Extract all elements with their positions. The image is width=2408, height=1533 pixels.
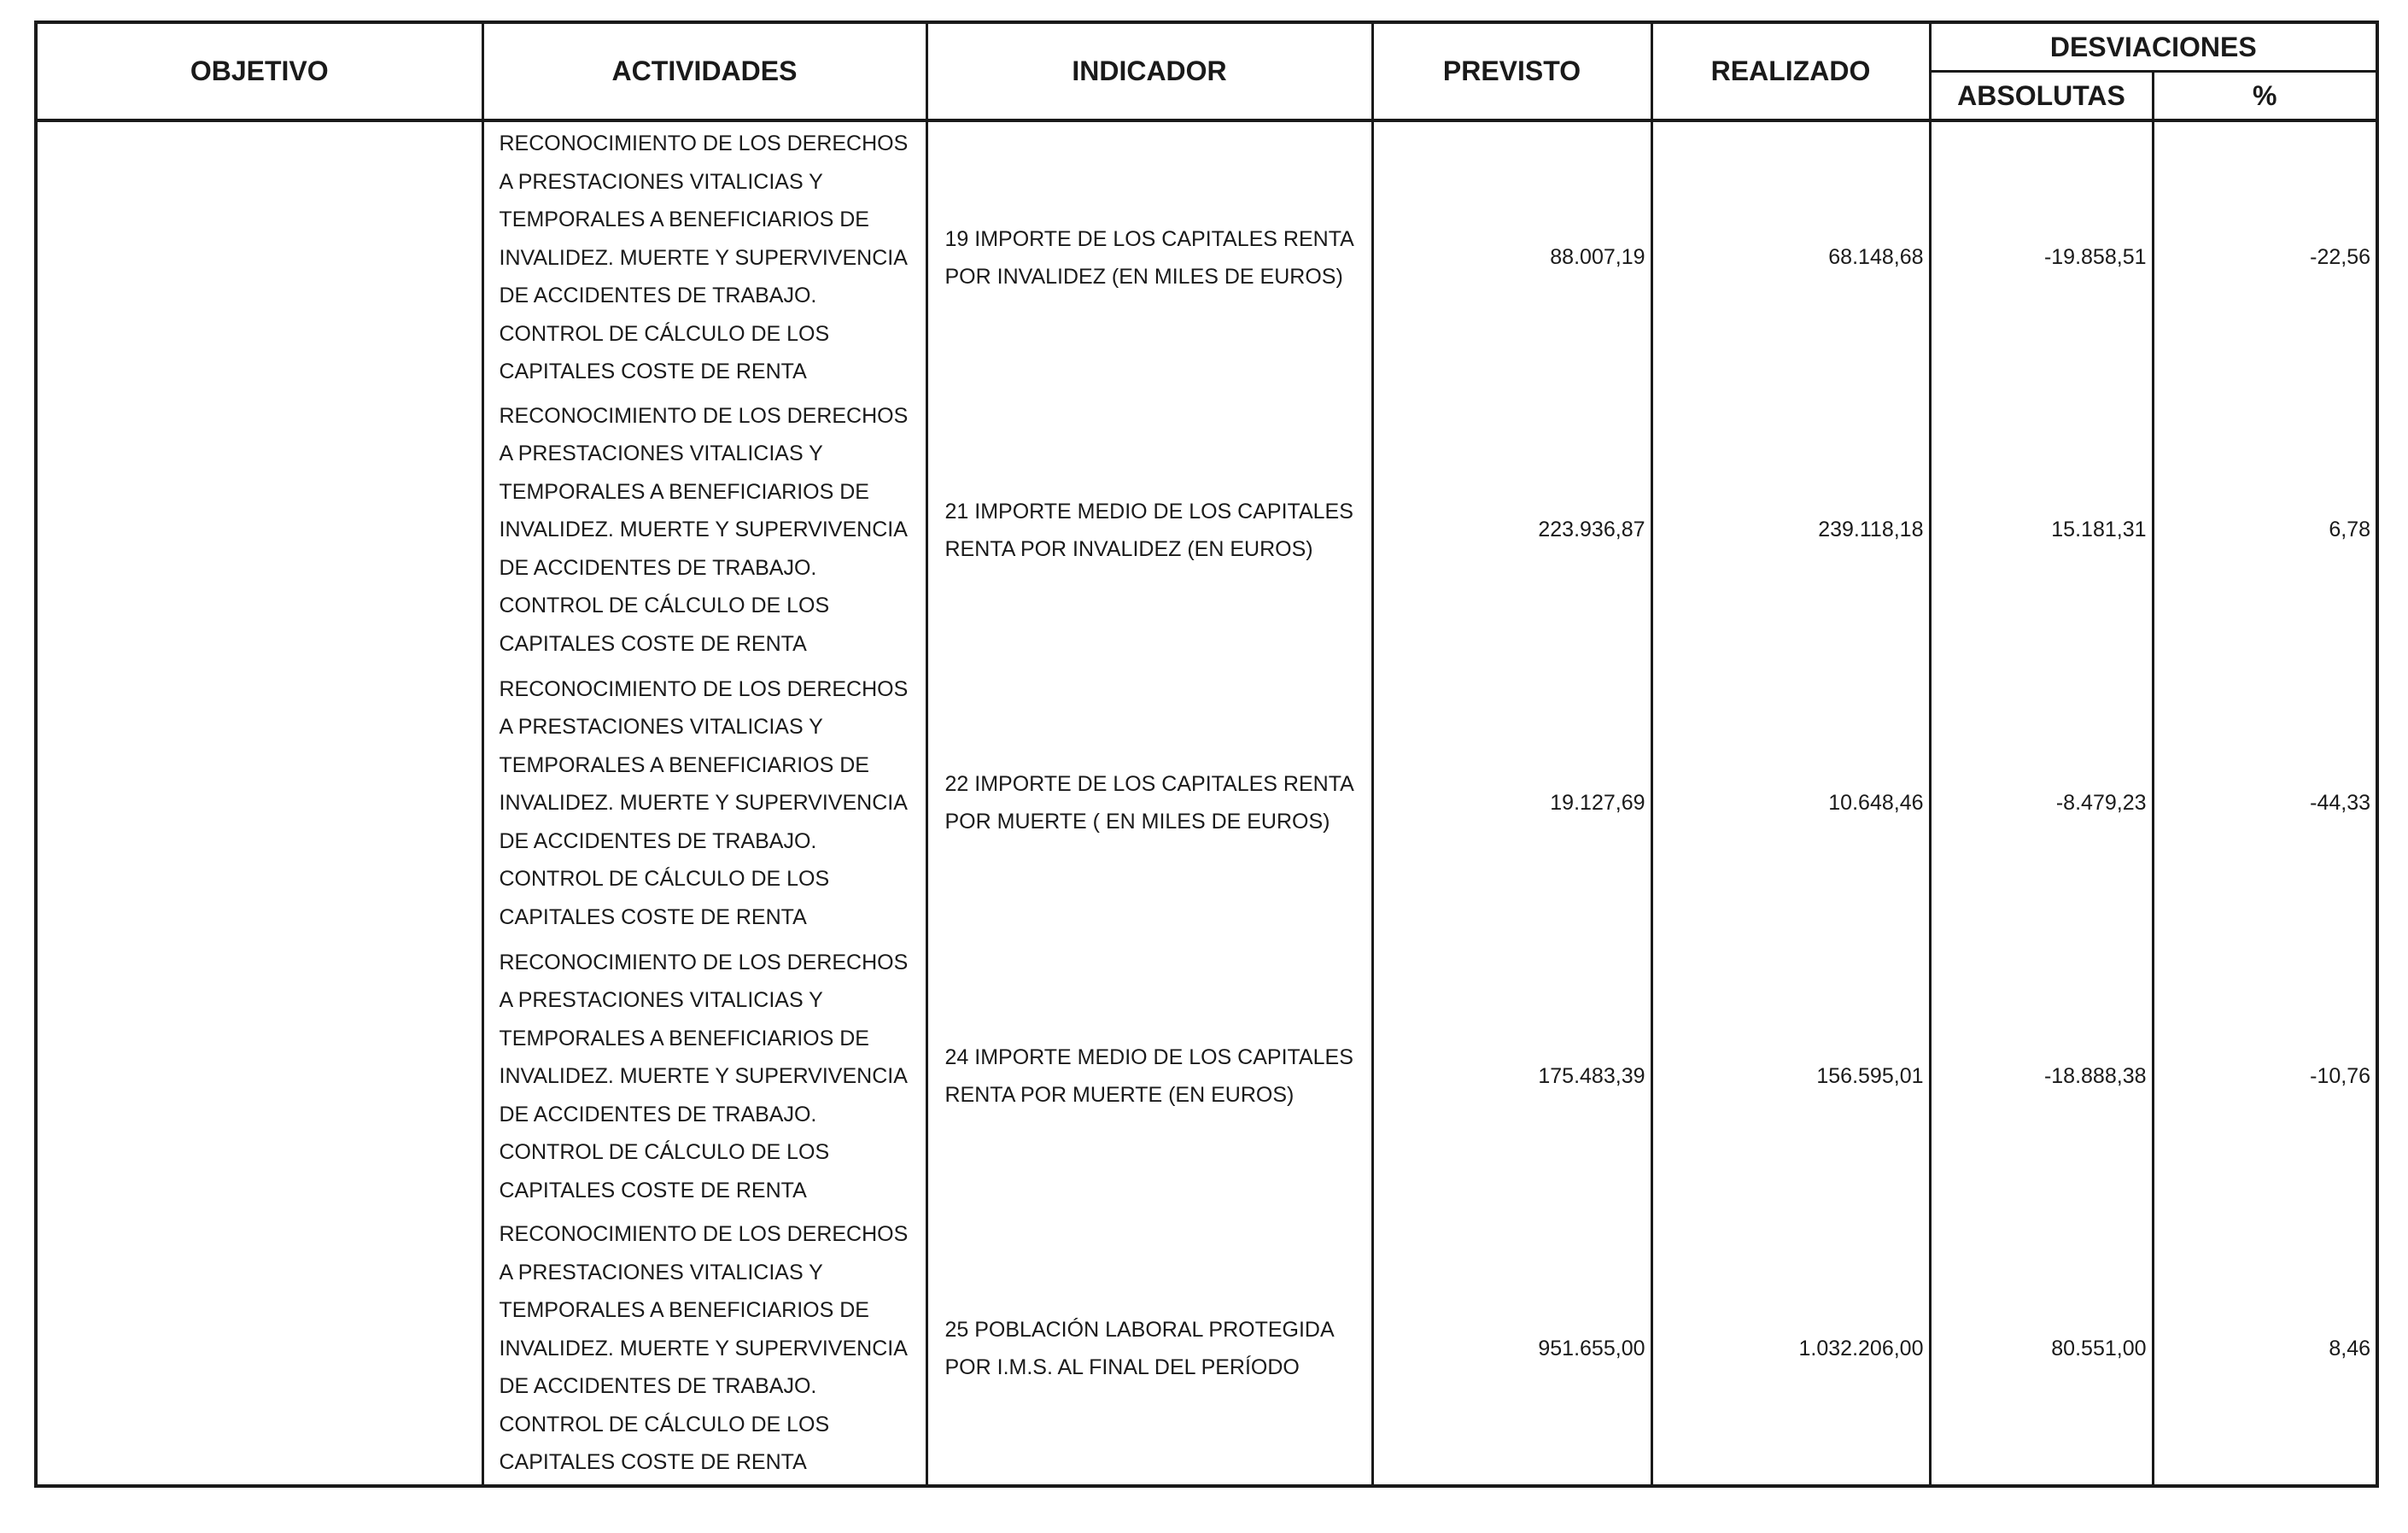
cell-absolutas: -18.888,38 (1930, 939, 2153, 1213)
cell-actividades: RECONOCIMIENTO DE LOS DERECHOS A PRESTACIONES VITALICIAS Y TEMPORALES A BENEFICIARIOS DE INVALIDEZ. MUERTE Y SUPERVIVENCIA DE ACCIDENTES DE TRABAJO. CONTROL DE CÁLCULO DE LOS CAPITALES COSTE DE RENTA (482, 394, 926, 667)
header-porcentaje: % (2153, 72, 2377, 121)
table-body (36, 120, 2377, 1486)
cell-actividades: RECONOCIMIENTO DE LOS DERECHOS A PRESTACIONES VITALICIAS Y TEMPORALES A BENEFICIARIOS DE INVALIDEZ. MUERTE Y SUPERVIVENCIA DE ACCIDENTES DE TRABAJO. CONTROL DE CÁLCULO DE LOS CAPITALES COSTE DE RENTA (482, 939, 926, 1213)
cell-previsto: 175.483,39 (1372, 939, 1651, 1213)
cell-porcentaje: 8,46 (2153, 1213, 2377, 1486)
cell-indicador: 24 IMPORTE MEDIO DE LOS CAPITALES RENTA POR MUERTE (EN EUROS) (926, 939, 1372, 1213)
cell-absolutas: 80.551,00 (1930, 1213, 2153, 1486)
cell-realizado: 68.148,68 (1651, 120, 1930, 394)
cell-previsto: 223.936,87 (1372, 394, 1651, 667)
cell-indicador: 25 POBLACIÓN LABORAL PROTEGIDA POR I.M.S. AL FINAL DEL PERÍODO (926, 1213, 1372, 1486)
cell-previsto: 88.007,19 (1372, 120, 1651, 394)
header-previsto: PREVISTO (1372, 22, 1651, 120)
header-desviaciones: DESVIACIONES (1930, 22, 2377, 72)
cell-porcentaje: -44,33 (2153, 667, 2377, 940)
table-header (36, 22, 2377, 120)
cell-actividades: RECONOCIMIENTO DE LOS DERECHOS A PRESTACIONES VITALICIAS Y TEMPORALES A BENEFICIARIOS DE INVALIDEZ. MUERTE Y SUPERVIVENCIA DE ACCIDENTES DE TRABAJO. CONTROL DE CÁLCULO DE LOS CAPITALES COSTE DE RENTA (482, 1213, 926, 1486)
cell-absolutas: 15.181,31 (1930, 394, 2153, 667)
cell-indicador: 19 IMPORTE DE LOS CAPITALES RENTA POR INVALIDEZ (EN MILES DE EUROS) (926, 120, 1372, 394)
cell-objetivo (36, 939, 482, 1213)
cell-previsto: 19.127,69 (1372, 667, 1651, 940)
cell-indicador: 21 IMPORTE MEDIO DE LOS CAPITALES RENTA POR INVALIDEZ (EN EUROS) (926, 394, 1372, 667)
table-row (36, 120, 2377, 394)
cell-actividades: RECONOCIMIENTO DE LOS DERECHOS A PRESTACIONES VITALICIAS Y TEMPORALES A BENEFICIARIOS DE INVALIDEZ. MUERTE Y SUPERVIVENCIA DE ACCIDENTES DE TRABAJO. CONTROL DE CÁLCULO DE LOS CAPITALES COSTE DE RENTA (482, 667, 926, 940)
cell-realizado: 1.032.206,00 (1651, 1213, 1930, 1486)
cell-objetivo (36, 1213, 482, 1486)
cell-objetivo (36, 667, 482, 940)
cell-indicador: 22 IMPORTE DE LOS CAPITALES RENTA POR MUERTE ( EN MILES DE EUROS) (926, 667, 1372, 940)
header-realizado: REALIZADO (1651, 22, 1930, 120)
cell-objetivo (36, 120, 482, 394)
header-indicador: INDICADOR (926, 22, 1372, 120)
table-row (36, 667, 2377, 940)
indicators-table (34, 20, 2379, 1488)
cell-porcentaje: -22,56 (2153, 120, 2377, 394)
cell-previsto: 951.655,00 (1372, 1213, 1651, 1486)
cell-absolutas: -19.858,51 (1930, 120, 2153, 394)
cell-actividades: RECONOCIMIENTO DE LOS DERECHOS A PRESTACIONES VITALICIAS Y TEMPORALES A BENEFICIARIOS DE INVALIDEZ. MUERTE Y SUPERVIVENCIA DE ACCIDENTES DE TRABAJO. CONTROL DE CÁLCULO DE LOS CAPITALES COSTE DE RENTA (482, 120, 926, 394)
cell-porcentaje: -10,76 (2153, 939, 2377, 1213)
table-row (36, 939, 2377, 1213)
cell-porcentaje: 6,78 (2153, 394, 2377, 667)
header-actividades: ACTIVIDADES (482, 22, 926, 120)
table-row (36, 1213, 2377, 1486)
cell-objetivo (36, 394, 482, 667)
header-objetivo: OBJETIVO (36, 22, 482, 120)
cell-realizado: 10.648,46 (1651, 667, 1930, 940)
cell-absolutas: -8.479,23 (1930, 667, 2153, 940)
table-row (36, 394, 2377, 667)
cell-realizado: 156.595,01 (1651, 939, 1930, 1213)
cell-realizado: 239.118,18 (1651, 394, 1930, 667)
header-absolutas: ABSOLUTAS (1930, 72, 2153, 121)
